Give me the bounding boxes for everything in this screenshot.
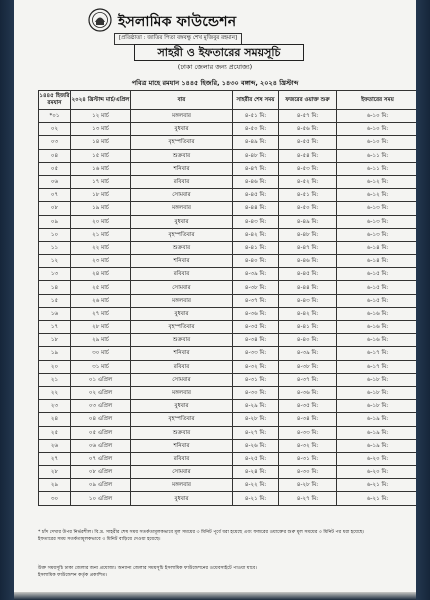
fajr-start-time-cell: ৪-৫২ মি:: [279, 175, 337, 188]
hijri-day-cell: ১৬: [39, 307, 71, 320]
weekday-cell: বৃহস্পতিবার: [131, 136, 233, 149]
iftar-time-cell: ৬-১৮ মি:: [337, 373, 417, 386]
hijri-day-cell: ১৮: [39, 334, 71, 347]
sehri-end-time-cell: ৪-২৬ মি:: [233, 439, 279, 452]
table-row: [39, 149, 417, 162]
iftar-time-cell: ৬-১৬ মি:: [337, 321, 417, 334]
fajr-start-time-cell: ৪-৫৩ মি:: [279, 162, 337, 175]
table-row: [39, 492, 417, 505]
fajr-start-time-cell: ৪-৩৯ মি:: [279, 347, 337, 360]
gregorian-date-cell: ১৮ মার্চ: [71, 189, 131, 202]
gregorian-date-cell: ২০ মার্চ: [71, 215, 131, 228]
header-fajr-start: ফজরের ওয়াক্ত শুরু: [279, 91, 337, 110]
notes-section: [38, 530, 414, 543]
fajr-start-time-cell: ৪-২৭ মি:: [279, 492, 337, 505]
gregorian-date-cell: ১৯ মার্চ: [71, 202, 131, 215]
ramadan-year-line: পবিত্র মাহে রমযান ১৪৪৫ হিজরি, ১৪৩০ বঙ্গাব্দ, ২০২৪ খ্রিস্টাব্দ: [131, 79, 299, 87]
gregorian-date-cell: ২৪ মার্চ: [71, 268, 131, 281]
weekday-cell: শুক্রবার: [131, 334, 233, 347]
sehri-end-time-cell: ৪-৪৪ মি:: [233, 202, 279, 215]
fajr-start-time-cell: ৪-৪৮ মি:: [279, 228, 337, 241]
weekday-cell: শনিবার: [131, 347, 233, 360]
fajr-start-time-cell: ৪-৪৫ মি:: [279, 268, 337, 281]
sehri-end-time-cell: ৪-৩০ মি:: [233, 386, 279, 399]
document-header: [14, 0, 416, 90]
iftar-time-cell: ৬-১৪ মি:: [337, 241, 417, 254]
gregorian-date-cell: ৩১ মার্চ: [71, 360, 131, 373]
gregorian-date-cell: ২১ মার্চ: [71, 228, 131, 241]
organization-subtitle: [প্রতিষ্ঠাতা : জাতির পিতা বঙ্গবন্ধু শেখ মুজিবুর রহমান]: [114, 33, 242, 45]
sehri-end-time-cell: ৪-৩৯ মি:: [233, 268, 279, 281]
hijri-day-cell: *০১: [39, 110, 71, 123]
iftar-time-cell: ৬-১৬ মি:: [337, 307, 417, 320]
weekday-cell: বুধবার: [131, 400, 233, 413]
gregorian-date-cell: ১৫ মার্চ: [71, 149, 131, 162]
sehri-end-time-cell: ৪-৪৭ মি:: [233, 162, 279, 175]
fajr-start-time-cell: ৪-৫৭ মি:: [279, 110, 337, 123]
note-line: * চাঁদ দেখার উপর নির্ভরশীল। বি.দ্র. সাহরীর শেষ সময় সতর্কতামূলকভাবে মূল সময়ের ৩ মিনিট পূর্বে ধরা হয়েছে এবং ফজরের ওয়াক্তের শুরু মূল সময়ের ৩ মিনিট পর ধরা হয়েছে।: [38, 530, 365, 535]
sehri-end-time-cell: ৪-৫১ মি:: [233, 110, 279, 123]
weekday-cell: শনিবার: [131, 255, 233, 268]
hijri-day-cell: ০৩: [39, 136, 71, 149]
hijri-day-cell: ২৪: [39, 413, 71, 426]
table-row: [39, 189, 417, 202]
table-row: [39, 386, 417, 399]
iftar-time-cell: ৬-১২ মি:: [337, 189, 417, 202]
table-row: [39, 162, 417, 175]
sehri-end-time-cell: ৪-৫০ মি:: [233, 123, 279, 136]
iftar-time-cell: ৬-১৯ মি:: [337, 426, 417, 439]
weekday-cell: বৃহস্পতিবার: [131, 228, 233, 241]
gregorian-date-cell: ২৬ মার্চ: [71, 294, 131, 307]
table-row: [39, 321, 417, 334]
iftar-time-cell: ৬-১৩ মি:: [337, 215, 417, 228]
fajr-start-time-cell: ৪-৫৪ মি:: [279, 149, 337, 162]
table-body: [39, 110, 417, 506]
header-gregorian: ২০২৪ খ্রিস্টাব্দ মার্চ/এপ্রিল: [71, 91, 131, 110]
sehri-end-time-cell: ৪-৩৪ মি:: [233, 334, 279, 347]
hijri-day-cell: ০৯: [39, 215, 71, 228]
note-line: ইফতারের সময় সতর্কতামূলকভাবে ৩ মিনিট বাড়িয়ে দেওয়া হয়েছে।: [38, 536, 161, 542]
weekday-cell: বুধবার: [131, 123, 233, 136]
iftar-time-cell: ৬-১০ মি:: [337, 136, 417, 149]
table-row: [39, 400, 417, 413]
iftar-time-cell: ৬-১৪ মি:: [337, 255, 417, 268]
fajr-start-time-cell: ৪-৩৭ মি:: [279, 373, 337, 386]
weekday-cell: সোমবার: [131, 373, 233, 386]
gregorian-date-cell: ০৬ এপ্রিল: [71, 439, 131, 452]
weekday-cell: রবিবার: [131, 452, 233, 465]
table-row: [39, 175, 417, 188]
hijri-day-cell: ২০: [39, 360, 71, 373]
weekday-cell: শুক্রবার: [131, 241, 233, 254]
table-row: [39, 281, 417, 294]
table-row: [39, 466, 417, 479]
sehri-end-time-cell: ৪-৪৯ মি:: [233, 136, 279, 149]
hijri-day-cell: ১৭: [39, 321, 71, 334]
footer-section: [38, 566, 414, 579]
header-hijri: ১৪৪৫ হিজরি রমযান: [39, 91, 71, 110]
iftar-time-cell: ৬-১৫ মি:: [337, 281, 417, 294]
table-row: [39, 373, 417, 386]
sehri-end-time-cell: ৪-২৪ মি:: [233, 466, 279, 479]
table-row: [39, 202, 417, 215]
header-weekday: বার: [131, 91, 233, 110]
iftar-time-cell: ৬-১৯ মি:: [337, 413, 417, 426]
weekday-cell: বুধবার: [131, 492, 233, 505]
sehri-end-time-cell: ৪-৩৭ মি:: [233, 294, 279, 307]
iftar-time-cell: ৬-২১ মি:: [337, 479, 417, 492]
hijri-day-cell: ২২: [39, 386, 71, 399]
sehri-end-time-cell: ৪-৩২ মি:: [233, 360, 279, 373]
gregorian-date-cell: ২৫ মার্চ: [71, 281, 131, 294]
footer-line: উক্ত সময়সূচি ঢাকা জেলার জন্য প্রযোজ্য। অন্যান্য জেলার সময়সূচি ইসলামিক ফাউন্ডেশনের ওয়েবসাইটে পাওয়া যাবে।: [38, 566, 257, 571]
fajr-start-time-cell: ৪-৩২ মি:: [279, 439, 337, 452]
table-row: [39, 452, 417, 465]
fajr-start-time-cell: ৪-৪৯ মি:: [279, 215, 337, 228]
weekday-cell: শনিবার: [131, 439, 233, 452]
fajr-start-time-cell: ৪-৫০ মি:: [279, 202, 337, 215]
screen-frame-right: [416, 0, 430, 600]
table-header-row: [39, 91, 417, 110]
sehri-end-time-cell: ৪-৪৮ মি:: [233, 149, 279, 162]
weekday-cell: সোমবার: [131, 466, 233, 479]
fajr-start-time-cell: ৪-৫৬ মি:: [279, 123, 337, 136]
table-row: [39, 426, 417, 439]
weekday-cell: সোমবার: [131, 189, 233, 202]
weekday-cell: শুক্রবার: [131, 149, 233, 162]
iftar-time-cell: ৬-১৬ মি:: [337, 334, 417, 347]
gregorian-date-cell: ১২ মার্চ: [71, 110, 131, 123]
table-row: [39, 294, 417, 307]
sehri-end-time-cell: ৪-৪১ মি:: [233, 241, 279, 254]
gregorian-date-cell: ০৮ এপ্রিল: [71, 466, 131, 479]
foundation-logo-icon: [88, 8, 112, 32]
iftar-time-cell: ৬-১০ মি:: [337, 123, 417, 136]
gregorian-date-cell: ৩০ মার্চ: [71, 347, 131, 360]
sehri-end-time-cell: ৪-৩৩ মি:: [233, 347, 279, 360]
gregorian-date-cell: ১৪ মার্চ: [71, 136, 131, 149]
hijri-day-cell: ৩০: [39, 492, 71, 505]
weekday-cell: বৃহস্পতিবার: [131, 321, 233, 334]
sehri-end-time-cell: ৪-৩১ মি:: [233, 373, 279, 386]
iftar-time-cell: ৬-১১ মি:: [337, 162, 417, 175]
fajr-start-time-cell: ৪-৫৫ মি:: [279, 136, 337, 149]
weekday-cell: রবিবার: [131, 268, 233, 281]
weekday-cell: বৃহস্পতিবার: [131, 413, 233, 426]
iftar-time-cell: ৬-১৫ মি:: [337, 268, 417, 281]
table-row: [39, 110, 417, 123]
iftar-time-cell: ৬-১৭ মি:: [337, 360, 417, 373]
iftar-time-cell: ৬-২০ মি:: [337, 466, 417, 479]
hijri-day-cell: ০৫: [39, 162, 71, 175]
hijri-day-cell: ১৯: [39, 347, 71, 360]
hijri-day-cell: ০৬: [39, 175, 71, 188]
fajr-start-time-cell: ৪-৪০ মি:: [279, 334, 337, 347]
weekday-cell: মঙ্গলবার: [131, 294, 233, 307]
weekday-cell: মঙ্গলবার: [131, 202, 233, 215]
weekday-cell: সোমবার: [131, 281, 233, 294]
timetable: [38, 90, 416, 506]
fajr-start-time-cell: ৪-৪৩ মি:: [279, 294, 337, 307]
hijri-day-cell: ০৭: [39, 189, 71, 202]
sehri-end-time-cell: ৪-২৫ মি:: [233, 452, 279, 465]
sehri-end-time-cell: ৪-৪৩ মি:: [233, 215, 279, 228]
gregorian-date-cell: ১৬ মার্চ: [71, 162, 131, 175]
table-row: [39, 347, 417, 360]
fajr-start-time-cell: ৪-৪৪ মি:: [279, 281, 337, 294]
sehri-end-time-cell: ৪-২৮ মি:: [233, 413, 279, 426]
table-row: [39, 123, 417, 136]
hijri-day-cell: ১০: [39, 228, 71, 241]
fajr-start-time-cell: ৪-৩০ মি:: [279, 466, 337, 479]
table-row: [39, 479, 417, 492]
table-row: [39, 241, 417, 254]
table-row: [39, 439, 417, 452]
sehri-end-time-cell: ৪-৪৫ মি:: [233, 189, 279, 202]
hijri-day-cell: ১৫: [39, 294, 71, 307]
sehri-end-time-cell: ৪-৪২ মি:: [233, 228, 279, 241]
table-row: [39, 413, 417, 426]
hijri-day-cell: ০২: [39, 123, 71, 136]
weekday-cell: বুধবার: [131, 215, 233, 228]
gregorian-date-cell: ২৯ মার্চ: [71, 334, 131, 347]
weekday-cell: শুক্রবার: [131, 426, 233, 439]
weekday-cell: রবিবার: [131, 360, 233, 373]
sehri-end-time-cell: ৪-২২ মি:: [233, 479, 279, 492]
fajr-start-time-cell: ৪-৪৬ মি:: [279, 255, 337, 268]
hijri-day-cell: ২১: [39, 373, 71, 386]
hijri-day-cell: ২৭: [39, 452, 71, 465]
fajr-start-time-cell: ৪-৩৪ মি:: [279, 413, 337, 426]
gregorian-date-cell: ০৭ এপ্রিল: [71, 452, 131, 465]
schedule-document: [14, 0, 416, 600]
gregorian-date-cell: ০৪ এপ্রিল: [71, 413, 131, 426]
table-row: [39, 307, 417, 320]
gregorian-date-cell: ০৯ এপ্রিল: [71, 479, 131, 492]
header-iftar: ইফতারের সময়: [337, 91, 417, 110]
table-row: [39, 228, 417, 241]
weekday-cell: শনিবার: [131, 162, 233, 175]
hijri-day-cell: ২৮: [39, 466, 71, 479]
sehri-end-time-cell: ৪-৪৬ মি:: [233, 175, 279, 188]
iftar-time-cell: ৬-১১ মি:: [337, 149, 417, 162]
gregorian-date-cell: ০২ এপ্রিল: [71, 386, 131, 399]
iftar-time-cell: ৬-১৩ মি:: [337, 202, 417, 215]
gregorian-date-cell: ০৫ এপ্রিল: [71, 426, 131, 439]
gregorian-date-cell: ০১ এপ্রিল: [71, 373, 131, 386]
sehri-end-time-cell: ৪-৩৬ মি:: [233, 307, 279, 320]
sehri-end-time-cell: ৪-৩৫ মি:: [233, 321, 279, 334]
iftar-time-cell: ৬-১৮ মি:: [337, 386, 417, 399]
organization-name: ইসলামিক ফাউন্ডেশন: [118, 14, 237, 30]
table-row: [39, 255, 417, 268]
gregorian-date-cell: ২৩ মার্চ: [71, 255, 131, 268]
fajr-start-time-cell: ৪-৩১ মি:: [279, 452, 337, 465]
footer-line: ইসলামিক ফাউন্ডেশন কর্তৃক প্রকাশিত।: [38, 572, 108, 578]
weekday-cell: বুধবার: [131, 307, 233, 320]
hijri-day-cell: ১২: [39, 255, 71, 268]
gregorian-date-cell: ০৩ এপ্রিল: [71, 400, 131, 413]
fajr-start-time-cell: ৪-৪২ মি:: [279, 307, 337, 320]
hijri-day-cell: ২৯: [39, 479, 71, 492]
paper-bottom-edge: [14, 592, 416, 600]
gregorian-date-cell: ১০ এপ্রিল: [71, 492, 131, 505]
weekday-cell: রবিবার: [131, 175, 233, 188]
weekday-cell: মঙ্গলবার: [131, 386, 233, 399]
district-note: (ঢাকা জেলার জন্য প্রযোজ্য): [177, 63, 253, 71]
fajr-start-time-cell: ৪-৩৮ মি:: [279, 360, 337, 373]
gregorian-date-cell: ২২ মার্চ: [71, 241, 131, 254]
fajr-start-time-cell: ৪-৫১ মি:: [279, 189, 337, 202]
hijri-day-cell: ১৪: [39, 281, 71, 294]
sehri-end-time-cell: ৪-৪০ মি:: [233, 255, 279, 268]
gregorian-date-cell: ১৭ মার্চ: [71, 175, 131, 188]
iftar-time-cell: ৬-১৯ মি:: [337, 439, 417, 452]
table-row: [39, 215, 417, 228]
fajr-start-time-cell: ৪-৩৩ মি:: [279, 426, 337, 439]
table-row: [39, 136, 417, 149]
hijri-day-cell: ১১: [39, 241, 71, 254]
table-row: [39, 334, 417, 347]
sehri-end-time-cell: ৪-২৭ মি:: [233, 426, 279, 439]
gregorian-date-cell: ১৩ মার্চ: [71, 123, 131, 136]
hijri-day-cell: ২৬: [39, 439, 71, 452]
sehri-end-time-cell: ৪-৩৮ মি:: [233, 281, 279, 294]
weekday-cell: মঙ্গলবার: [131, 110, 233, 123]
fajr-start-time-cell: ৪-৪৭ মি:: [279, 241, 337, 254]
hijri-day-cell: ২৫: [39, 426, 71, 439]
iftar-time-cell: ৬-২০ মি:: [337, 452, 417, 465]
iftar-time-cell: ৬-১৫ মি:: [337, 294, 417, 307]
sehri-end-time-cell: ৪-২১ মি:: [233, 492, 279, 505]
hijri-day-cell: ১৩: [39, 268, 71, 281]
iftar-time-cell: ৬-২১ মি:: [337, 492, 417, 505]
hijri-day-cell: ০৮: [39, 202, 71, 215]
schedule-title: সাহরী ও ইফতারের সময়সূচি: [134, 44, 304, 61]
gregorian-date-cell: ২৭ মার্চ: [71, 307, 131, 320]
table-row: [39, 360, 417, 373]
iftar-time-cell: ৬-১৮ মি:: [337, 400, 417, 413]
iftar-time-cell: ৬-১০ মি:: [337, 110, 417, 123]
iftar-time-cell: ৬-১৭ মি:: [337, 347, 417, 360]
iftar-time-cell: ৬-১৩ মি:: [337, 228, 417, 241]
table-row: [39, 268, 417, 281]
hijri-day-cell: ২৩: [39, 400, 71, 413]
fajr-start-time-cell: ৪-২৮ মি:: [279, 479, 337, 492]
fajr-start-time-cell: ৪-৪১ মি:: [279, 321, 337, 334]
sehri-end-time-cell: ৪-২৯ মি:: [233, 400, 279, 413]
screen-frame-left: [0, 0, 14, 600]
iftar-time-cell: ৬-১২ মি:: [337, 175, 417, 188]
fajr-start-time-cell: ৪-৩৬ মি:: [279, 386, 337, 399]
fajr-start-time-cell: ৪-৩৫ মি:: [279, 400, 337, 413]
header-sehri-end: সাহরীর শেষ সময়: [233, 91, 279, 110]
weekday-cell: মঙ্গলবার: [131, 479, 233, 492]
hijri-day-cell: ০৪: [39, 149, 71, 162]
gregorian-date-cell: ২৮ মার্চ: [71, 321, 131, 334]
